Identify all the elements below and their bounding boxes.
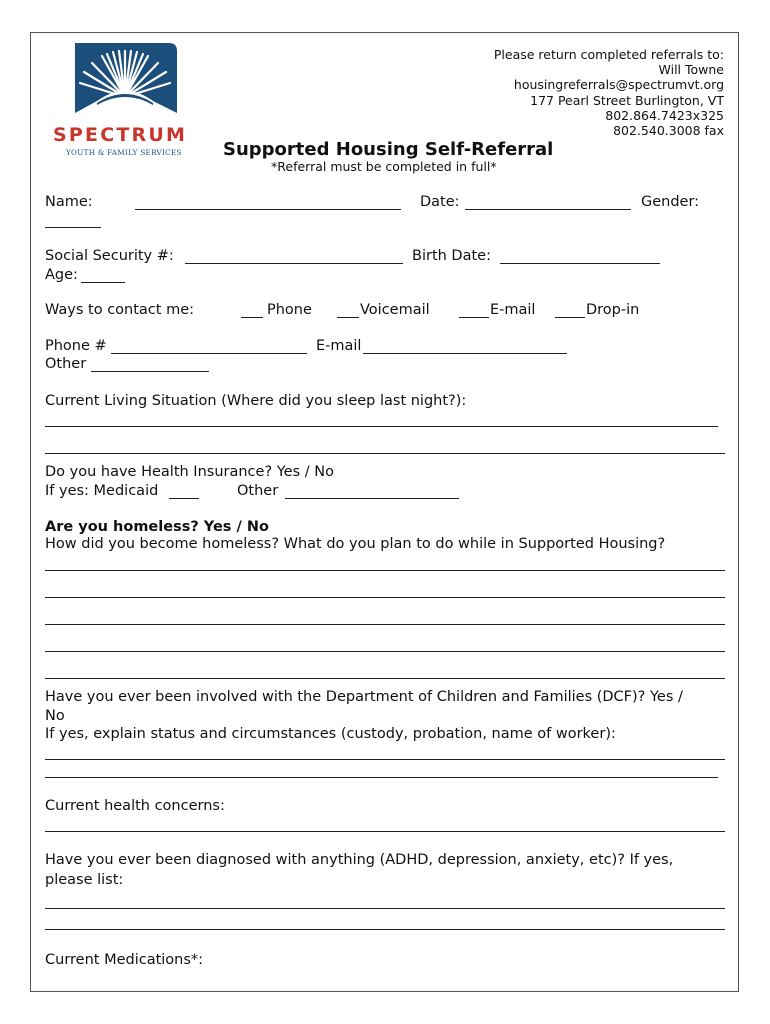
age-label: Age: xyxy=(45,267,78,283)
gender-label: Gender: xyxy=(641,194,700,210)
ssn-label: Social Security #: xyxy=(45,248,174,264)
contact-name: Will Towne xyxy=(658,62,724,78)
medicaid-field[interactable] xyxy=(169,498,199,499)
dcf-answer-line-1[interactable] xyxy=(45,759,725,760)
date-field[interactable] xyxy=(465,209,631,210)
name-field[interactable] xyxy=(135,209,401,210)
living-situation-label: Current Living Situation (Where did you sleep last night?): xyxy=(45,393,467,409)
age-field[interactable] xyxy=(81,282,125,283)
phone-number-field[interactable] xyxy=(111,353,307,354)
form-subtitle: *Referral must be completed in full* xyxy=(271,159,497,174)
current-medications-label: Current Medications*: xyxy=(45,952,204,968)
other-contact-field[interactable] xyxy=(91,371,209,372)
phone-number-label: Phone # xyxy=(45,338,107,354)
contact-line: Please return completed referrals to: xyxy=(493,47,724,62)
contact-address: 177 Pearl Street Burlington, VT xyxy=(530,92,724,108)
return-contact-block xyxy=(494,47,724,138)
dcf-question-line-1: Have you ever been involved with the Department of Children and Families (DCF)? Yes / xyxy=(45,689,683,705)
diagnosed-question-line-2: please list: xyxy=(45,872,124,888)
homeless-answer-line-2[interactable] xyxy=(45,597,725,598)
ssn-field[interactable] xyxy=(185,263,403,264)
email-address-field[interactable] xyxy=(363,353,567,354)
health-concerns-label: Current health concerns: xyxy=(45,798,225,814)
health-insurance-question: Do you have Health Insurance? Yes / No xyxy=(45,464,334,480)
birth-date-label: Birth Date: xyxy=(412,248,491,264)
contact-ways-label: Ways to contact me: xyxy=(45,302,195,318)
dcf-question-line-2: No xyxy=(45,708,65,724)
health-concerns-line[interactable] xyxy=(45,831,725,832)
brand-name: SPECTRUM xyxy=(53,124,188,146)
homeless-question: Are you homeless? Yes / No xyxy=(45,519,269,535)
homeless-answer-line-1[interactable] xyxy=(45,570,725,571)
phone-option-blank[interactable] xyxy=(241,317,263,318)
email-option-blank[interactable] xyxy=(459,317,489,318)
dcf-answer-line-2[interactable] xyxy=(45,777,718,778)
contact-email: housingreferrals@spectrumvt.org xyxy=(513,77,724,93)
homeless-explain-question: How did you become homeless? What do you plan to do while in Supported Housing? xyxy=(45,536,666,552)
insurance-if-yes-label: If yes: Medicaid xyxy=(45,483,159,499)
spectrum-logo xyxy=(53,41,203,161)
dropin-option-label: Drop-in xyxy=(586,302,640,318)
diagnosed-answer-line-1[interactable] xyxy=(45,908,725,909)
birth-date-field[interactable] xyxy=(500,263,660,264)
phone-option-label: Phone xyxy=(267,302,312,318)
brand-tagline: YOUTH & FAMILY SERVICES xyxy=(66,148,182,157)
insurance-other-label: Other xyxy=(237,483,279,499)
contact-fax: 802.540.3008 fax xyxy=(613,123,724,139)
form-title: Supported Housing Self-Referral xyxy=(223,139,554,160)
voicemail-option-label: Voicemail xyxy=(360,302,430,318)
voicemail-option-blank[interactable] xyxy=(337,317,359,318)
insurance-other-field[interactable] xyxy=(285,498,459,499)
living-situation-line-2[interactable] xyxy=(45,453,725,454)
other-contact-label: Other xyxy=(45,356,87,372)
gender-field[interactable] xyxy=(45,227,101,228)
email-address-label: E-mail xyxy=(316,338,362,354)
date-label: Date: xyxy=(420,194,460,210)
diagnosed-answer-line-2[interactable] xyxy=(45,929,725,930)
homeless-answer-line-5[interactable] xyxy=(45,678,725,679)
contact-phone: 802.864.7423x325 xyxy=(605,107,724,123)
diagnosed-question-line-1: Have you ever been diagnosed with anything (ADHD, depression, anxiety, etc)? If yes, xyxy=(45,852,674,868)
homeless-answer-line-3[interactable] xyxy=(45,624,725,625)
referral-form-page xyxy=(30,32,739,992)
name-label: Name: xyxy=(45,194,93,210)
dcf-explain-label: If yes, explain status and circumstances (custody, probation, name of worker): xyxy=(45,726,616,742)
living-situation-line-1[interactable] xyxy=(45,426,718,427)
email-option-label: E-mail xyxy=(490,302,536,318)
sunburst-logo-icon xyxy=(53,41,203,161)
homeless-answer-line-4[interactable] xyxy=(45,651,725,652)
dropin-option-blank[interactable] xyxy=(555,317,585,318)
